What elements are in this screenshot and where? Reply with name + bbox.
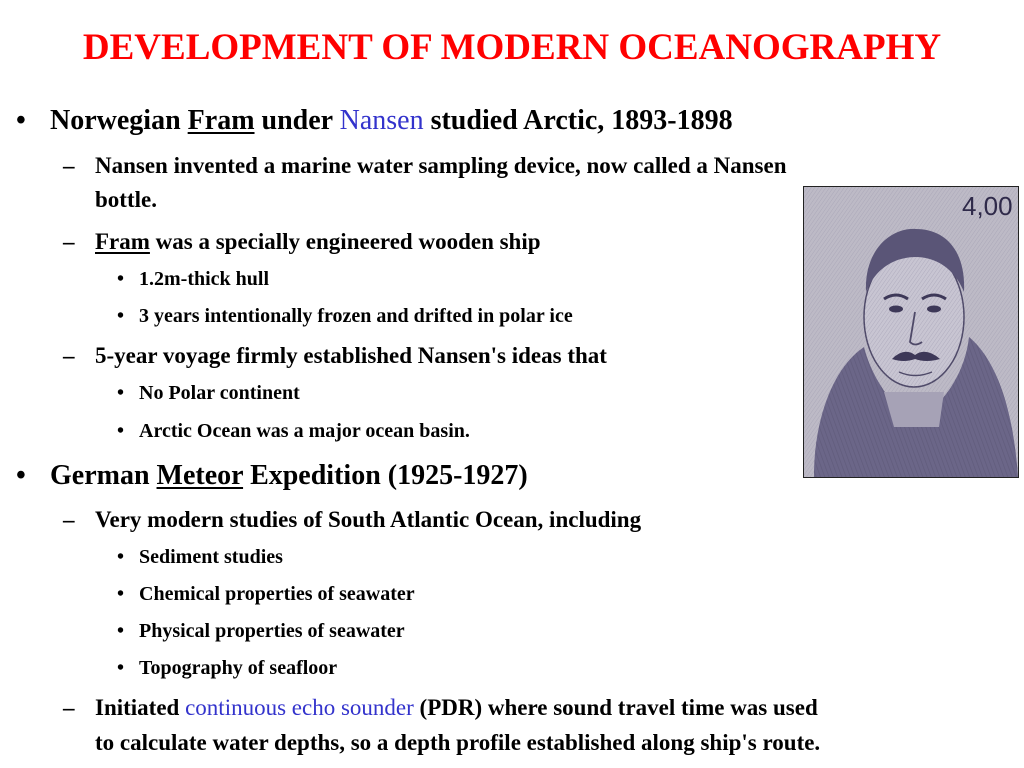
item-text: 3 years intentionally frozen and drifted in polar ice <box>139 305 573 327</box>
stamp-value: 4,00 <box>962 191 1013 221</box>
list-item-sediment <box>117 544 283 570</box>
dash-marker: – <box>63 695 75 720</box>
sub-text: Very modern studies of South Atlantic Ocean, including <box>95 507 642 532</box>
sub-voyage <box>63 341 607 371</box>
item-text: 1.2m-thick hull <box>139 268 270 290</box>
dash-marker: – <box>63 153 75 178</box>
list-item-frozen <box>117 303 573 329</box>
list-item-hull <box>117 266 270 292</box>
bullet-text-post: Expedition (1925-1927) <box>243 460 528 491</box>
item-text: Physical properties of seawater <box>139 620 405 642</box>
bullet-text-pre: German <box>50 460 157 491</box>
bullet-marker: • <box>117 583 125 605</box>
fram-term: Fram <box>187 105 255 136</box>
bullet-text-post: studied Arctic, 1893-1898 <box>423 105 733 136</box>
item-text: Topography of seafloor <box>139 657 338 679</box>
bullet-marker: • <box>117 420 125 442</box>
bullet-marker: • <box>117 620 125 642</box>
sub-fram-ship <box>63 227 541 257</box>
dash-marker: – <box>63 343 75 368</box>
item-text: No Polar continent <box>139 382 300 404</box>
bullet-marker: • <box>117 382 125 404</box>
sub-text: 5-year voyage firmly established Nansen's ideas that <box>95 343 607 368</box>
sub-echo-sounder-line2 <box>95 728 820 758</box>
sub-text: bottle. <box>95 187 157 212</box>
dash-marker: – <box>63 229 75 254</box>
bullet-marker: • <box>117 546 125 568</box>
list-item-arctic <box>117 418 470 444</box>
item-text: Sediment studies <box>139 546 283 568</box>
sub-nansen-bottle-line2 <box>95 185 157 215</box>
bullet-marker: • <box>16 460 26 491</box>
bullet-text-pre: Norwegian <box>50 105 188 136</box>
dash-marker: – <box>63 507 75 532</box>
bullet-marker: • <box>117 268 125 290</box>
fram-term: Fram <box>95 229 150 254</box>
bullet-marker: • <box>117 305 125 327</box>
bullet-meteor <box>16 459 528 493</box>
item-text: Arctic Ocean was a major ocean basin. <box>139 420 470 442</box>
nansen-term: Nansen <box>339 105 424 136</box>
bullet-marker: • <box>16 105 26 136</box>
bullet-marker: • <box>117 657 125 679</box>
sub-south-atlantic <box>63 505 642 535</box>
list-item-chemical <box>117 581 415 607</box>
sub-text: to calculate water depths, so a depth profile established along ship's route. <box>95 730 821 755</box>
portrait-illustration <box>804 187 1018 477</box>
bullet-fram-nansen <box>16 104 733 138</box>
sub-text: Nansen invented a marine water sampling device, now called a Nansen <box>95 153 787 178</box>
slide-title: DEVELOPMENT OF MODERN OCEANOGRAPHY <box>82 27 942 68</box>
bullet-text-mid: under <box>254 105 340 136</box>
echo-sounder-term: continuous echo sounder <box>185 695 414 720</box>
list-item-physical <box>117 618 405 644</box>
list-item-polar <box>117 380 300 406</box>
sub-echo-sounder-line1 <box>63 693 818 723</box>
sub-nansen-bottle-line1 <box>63 151 787 181</box>
sub-text-pre: Initiated <box>95 695 186 720</box>
sub-text-post: (PDR) where sound travel time was used <box>413 695 818 720</box>
sub-text: was a specially engineered wooden ship <box>149 229 541 254</box>
item-text: Chemical properties of seawater <box>139 583 415 605</box>
nansen-portrait-image <box>803 186 1019 478</box>
meteor-term: Meteor <box>156 460 244 491</box>
list-item-topography <box>117 655 338 681</box>
